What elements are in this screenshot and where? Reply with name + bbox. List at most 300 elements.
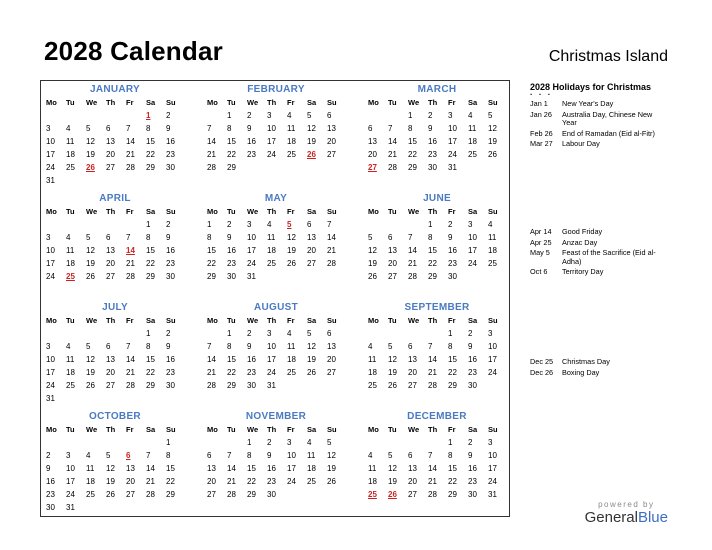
holiday-date: Jan 26 — [530, 109, 552, 119]
day-cell: 6 — [207, 451, 212, 460]
calendar-grid — [40, 80, 510, 517]
empty-cell — [125, 327, 145, 340]
holiday-name: Anzac Day — [562, 237, 598, 247]
day-cell: 20 — [408, 477, 417, 486]
holiday-day: 25 — [66, 272, 75, 281]
day-cell: 1 — [428, 220, 433, 229]
day-cell: 25 — [267, 259, 276, 268]
month-august — [206, 301, 346, 407]
day-cell: 23 — [428, 150, 437, 159]
weekday-header: Tu — [66, 98, 75, 107]
day-cell: 23 — [448, 259, 457, 268]
day-cell: 16 — [448, 246, 457, 255]
month-february — [206, 83, 346, 189]
day-cell: 27 — [307, 259, 316, 268]
day-cell: 2 — [267, 438, 272, 447]
day-cell: 3 — [267, 329, 272, 338]
weekday-header: Su — [166, 316, 176, 325]
weekday-header: We — [247, 207, 259, 216]
day-cell: 4 — [66, 342, 71, 351]
day-cell: 25 — [368, 381, 377, 390]
weekday-header: Mo — [46, 207, 57, 216]
day-cell: 7 — [327, 220, 332, 229]
day-cell: 28 — [428, 490, 437, 499]
day-cell: 27 — [327, 150, 336, 159]
day-cell: 21 — [408, 259, 417, 268]
day-cell: 10 — [488, 342, 497, 351]
day-cell: 8 — [247, 451, 252, 460]
day-cell: 21 — [388, 150, 397, 159]
day-cell: 26 — [327, 477, 336, 486]
day-cell: 29 — [408, 163, 417, 172]
day-cell: 12 — [287, 233, 296, 242]
day-cell: 31 — [247, 272, 256, 281]
day-cell: 19 — [368, 259, 377, 268]
weekday-header: Th — [267, 425, 277, 434]
day-cell: 12 — [307, 124, 316, 133]
day-cell: 4 — [488, 220, 493, 229]
weekday-header: Tu — [227, 425, 236, 434]
month-days-grid — [45, 205, 185, 283]
month-days-grid — [45, 423, 185, 514]
month-january — [45, 83, 185, 189]
footer-brand — [585, 500, 668, 526]
day-cell: 9 — [247, 124, 252, 133]
day-cell: 14 — [207, 355, 216, 364]
holiday-day: 1 — [146, 111, 151, 120]
day-cell: 4 — [368, 451, 373, 460]
day-cell: 31 — [46, 176, 55, 185]
weekday-header: Su — [166, 98, 176, 107]
day-cell: 17 — [448, 137, 457, 146]
empty-cell — [85, 327, 105, 340]
holiday-list-item — [530, 100, 660, 109]
weekday-header: Fr — [287, 425, 295, 434]
day-cell: 13 — [106, 137, 115, 146]
weekday-header: Mo — [46, 316, 57, 325]
day-cell: 29 — [207, 272, 216, 281]
empty-cell — [226, 436, 246, 449]
day-cell: 15 — [146, 137, 155, 146]
day-cell: 24 — [247, 259, 256, 268]
weekday-header: Sa — [468, 207, 478, 216]
weekday-header: Th — [428, 316, 438, 325]
day-cell: 12 — [106, 464, 115, 473]
holiday-date: Feb 26 — [530, 128, 553, 138]
weekday-header: Su — [166, 425, 176, 434]
day-cell: 11 — [287, 124, 296, 133]
day-cell: 28 — [207, 381, 216, 390]
day-cell: 28 — [227, 490, 236, 499]
weekday-header: Mo — [368, 316, 379, 325]
month-days-grid — [367, 96, 507, 174]
holiday-day: 26 — [307, 150, 316, 159]
day-cell: 22 — [166, 477, 175, 486]
month-name: SEPTEMBER — [404, 302, 470, 313]
day-cell: 22 — [207, 259, 216, 268]
day-cell: 12 — [368, 246, 377, 255]
day-cell: 6 — [307, 220, 312, 229]
day-cell: 1 — [247, 438, 252, 447]
day-cell: 21 — [227, 477, 236, 486]
day-cell: 7 — [428, 451, 433, 460]
day-cell: 16 — [468, 464, 477, 473]
day-cell: 7 — [146, 451, 151, 460]
day-cell: 28 — [126, 272, 135, 281]
weekday-header: Sa — [146, 207, 156, 216]
day-cell: 19 — [388, 477, 397, 486]
holiday-name: Boxing Day — [562, 367, 600, 377]
day-cell: 22 — [448, 368, 457, 377]
empty-cell — [367, 218, 387, 231]
day-cell: 28 — [388, 163, 397, 172]
weekday-header: Fr — [448, 207, 456, 216]
weekday-header: Tu — [227, 316, 236, 325]
day-cell: 14 — [207, 137, 216, 146]
day-cell: 11 — [66, 137, 75, 146]
day-cell: 20 — [106, 259, 115, 268]
empty-cell — [407, 218, 427, 231]
day-cell: 26 — [106, 490, 115, 499]
day-cell: 10 — [46, 137, 55, 146]
empty-cell — [206, 109, 226, 122]
day-cell: 15 — [448, 355, 457, 364]
empty-cell — [387, 327, 407, 340]
month-days-grid — [206, 96, 346, 174]
day-cell: 10 — [46, 246, 55, 255]
day-cell: 16 — [247, 355, 256, 364]
weekday-header: Su — [327, 98, 337, 107]
day-cell: 22 — [146, 368, 155, 377]
weekday-header: Th — [106, 425, 116, 434]
day-cell: 12 — [327, 451, 336, 460]
day-cell: 12 — [488, 124, 497, 133]
day-cell: 3 — [66, 451, 71, 460]
empty-cell — [145, 436, 165, 449]
day-cell: 4 — [368, 342, 373, 351]
weekday-header: Mo — [207, 207, 218, 216]
day-cell: 2 — [468, 329, 473, 338]
generalblue-logo[interactable] — [585, 509, 668, 526]
empty-cell — [105, 436, 125, 449]
day-cell: 29 — [146, 163, 155, 172]
day-cell: 19 — [86, 259, 95, 268]
day-cell: 20 — [106, 150, 115, 159]
day-cell: 25 — [66, 163, 75, 172]
weekday-header: Fr — [126, 316, 134, 325]
empty-cell — [206, 436, 226, 449]
day-cell: 17 — [46, 259, 55, 268]
weekday-header: Fr — [287, 316, 295, 325]
weekday-header: Fr — [448, 316, 456, 325]
day-cell: 20 — [327, 355, 336, 364]
day-cell: 7 — [408, 233, 413, 242]
title-overflow-dots: · · · — [530, 90, 553, 99]
weekday-header: Mo — [46, 425, 57, 434]
day-cell: 20 — [368, 150, 377, 159]
weekday-header: Fr — [287, 98, 295, 107]
weekday-header: Tu — [66, 425, 75, 434]
day-cell: 12 — [86, 137, 95, 146]
day-cell: 3 — [488, 329, 493, 338]
day-cell: 30 — [166, 381, 175, 390]
day-cell: 17 — [488, 355, 497, 364]
day-cell: 8 — [227, 124, 232, 133]
month-april — [45, 192, 185, 298]
day-cell: 21 — [126, 259, 135, 268]
day-cell: 11 — [307, 451, 316, 460]
day-cell: 18 — [287, 355, 296, 364]
day-cell: 3 — [448, 111, 453, 120]
brand-blue: Blue — [637, 509, 668, 526]
weekday-header: Su — [166, 207, 176, 216]
day-cell: 15 — [448, 464, 457, 473]
day-cell: 2 — [468, 438, 473, 447]
day-cell: 22 — [146, 259, 155, 268]
day-cell: 2 — [428, 111, 433, 120]
day-cell: 5 — [86, 342, 91, 351]
weekday-header: Su — [327, 425, 337, 434]
day-cell: 26 — [388, 381, 397, 390]
day-cell: 21 — [207, 368, 216, 377]
day-cell: 6 — [408, 451, 413, 460]
holiday-date: Dec 25 — [530, 357, 554, 366]
weekday-header: Th — [267, 316, 277, 325]
empty-cell — [105, 109, 125, 122]
day-cell: 4 — [267, 220, 272, 229]
day-cell: 13 — [307, 233, 316, 242]
weekday-header: We — [408, 207, 420, 216]
holiday-day: 26 — [86, 163, 95, 172]
day-cell: 7 — [126, 124, 131, 133]
weekday-header: Tu — [227, 98, 236, 107]
day-cell: 6 — [327, 111, 332, 120]
empty-cell — [85, 109, 105, 122]
day-cell: 25 — [287, 368, 296, 377]
day-cell: 13 — [408, 464, 417, 473]
day-cell: 23 — [166, 150, 175, 159]
day-cell: 29 — [146, 272, 155, 281]
day-cell: 17 — [267, 137, 276, 146]
day-cell: 22 — [428, 259, 437, 268]
day-cell: 17 — [468, 246, 477, 255]
day-cell: 18 — [287, 137, 296, 146]
empty-cell — [206, 327, 226, 340]
day-cell: 19 — [488, 137, 497, 146]
day-cell: 28 — [408, 272, 417, 281]
holiday-date: Dec 26 — [530, 367, 554, 377]
empty-cell — [85, 218, 105, 231]
weekday-header: Sa — [146, 425, 156, 434]
day-cell: 16 — [267, 464, 276, 473]
weekday-header: We — [86, 316, 98, 325]
day-cell: 3 — [46, 342, 51, 351]
day-cell: 22 — [227, 368, 236, 377]
empty-cell — [45, 109, 65, 122]
day-cell: 27 — [126, 490, 135, 499]
holiday-list-item — [530, 239, 660, 248]
day-cell: 25 — [488, 259, 497, 268]
day-cell: 5 — [106, 451, 111, 460]
holiday-day: 14 — [126, 246, 135, 255]
day-cell: 14 — [428, 464, 437, 473]
empty-cell — [427, 436, 447, 449]
day-cell: 14 — [327, 233, 336, 242]
month-name: APRIL — [99, 193, 131, 204]
day-cell: 13 — [368, 137, 377, 146]
weekday-header: Su — [488, 425, 498, 434]
weekday-header: We — [247, 425, 259, 434]
day-cell: 30 — [468, 381, 477, 390]
day-cell: 11 — [86, 464, 95, 473]
holiday-day: 26 — [388, 490, 397, 499]
weekday-header: Fr — [448, 425, 456, 434]
day-cell: 8 — [448, 342, 453, 351]
holiday-group-3 — [530, 358, 660, 379]
day-cell: 23 — [166, 368, 175, 377]
day-cell: 14 — [428, 355, 437, 364]
day-cell: 10 — [267, 124, 276, 133]
day-cell: 3 — [46, 124, 51, 133]
holidays-title-text: 2028 Holidays for Christmas — [530, 82, 652, 92]
day-cell: 5 — [86, 124, 91, 133]
day-cell: 8 — [227, 342, 232, 351]
day-cell: 8 — [146, 342, 151, 351]
holiday-list-item — [530, 130, 660, 139]
holiday-name: Australia Day, Chinese New Year — [562, 109, 653, 127]
weekday-header: Sa — [468, 98, 478, 107]
day-cell: 3 — [488, 438, 493, 447]
day-cell: 16 — [46, 477, 55, 486]
day-cell: 29 — [146, 381, 155, 390]
weekday-header: Th — [428, 207, 438, 216]
empty-cell — [427, 327, 447, 340]
day-cell: 6 — [327, 329, 332, 338]
empty-cell — [65, 436, 85, 449]
weekday-header: Tu — [66, 207, 75, 216]
day-cell: 4 — [66, 233, 71, 242]
day-cell: 16 — [166, 137, 175, 146]
day-cell: 20 — [388, 259, 397, 268]
day-cell: 20 — [126, 477, 135, 486]
empty-cell — [367, 436, 387, 449]
day-cell: 18 — [468, 137, 477, 146]
day-cell: 30 — [166, 163, 175, 172]
day-cell: 30 — [448, 272, 457, 281]
month-days-grid — [45, 314, 185, 405]
holiday-group-2 — [530, 228, 660, 279]
month-days-grid — [206, 205, 346, 283]
holiday-list-item — [530, 369, 660, 378]
holiday-name: Good Friday — [562, 227, 603, 236]
empty-cell — [105, 327, 125, 340]
weekday-header: Su — [327, 207, 337, 216]
day-cell: 4 — [287, 111, 292, 120]
weekday-header: Tu — [388, 425, 397, 434]
day-cell: 23 — [468, 477, 477, 486]
day-cell: 24 — [287, 477, 296, 486]
month-june — [367, 192, 507, 298]
month-name: AUGUST — [253, 302, 299, 313]
day-cell: 8 — [207, 233, 212, 242]
holiday-list-item — [530, 268, 660, 277]
month-days-grid — [367, 205, 507, 283]
day-cell: 23 — [247, 150, 256, 159]
day-cell: 31 — [46, 394, 55, 403]
day-cell: 12 — [86, 246, 95, 255]
day-cell: 2 — [166, 329, 171, 338]
day-cell: 8 — [166, 451, 171, 460]
brand-general: General — [584, 509, 638, 526]
day-cell: 29 — [448, 490, 457, 499]
day-cell: 6 — [368, 124, 373, 133]
day-cell: 7 — [126, 342, 131, 351]
empty-cell — [407, 327, 427, 340]
day-cell: 21 — [428, 477, 437, 486]
day-cell: 19 — [86, 150, 95, 159]
holiday-date: Apr 14 — [530, 227, 552, 236]
day-cell: 21 — [126, 368, 135, 377]
month-days-grid — [45, 96, 185, 187]
day-cell: 27 — [408, 490, 417, 499]
month-name: JANUARY — [89, 84, 141, 95]
holiday-day: 27 — [368, 163, 377, 172]
day-cell: 22 — [146, 150, 155, 159]
day-cell: 23 — [227, 259, 236, 268]
day-cell: 31 — [448, 163, 457, 172]
day-cell: 12 — [86, 355, 95, 364]
weekday-header: We — [408, 98, 420, 107]
day-cell: 3 — [46, 233, 51, 242]
day-cell: 5 — [488, 111, 493, 120]
weekday-header: Su — [488, 207, 498, 216]
day-cell: 21 — [126, 150, 135, 159]
day-cell: 1 — [448, 329, 453, 338]
day-cell: 1 — [146, 220, 151, 229]
day-cell: 25 — [86, 490, 95, 499]
weekday-header: Th — [428, 425, 438, 434]
month-name: FEBRUARY — [247, 84, 305, 95]
empty-cell — [387, 218, 407, 231]
day-cell: 8 — [428, 233, 433, 242]
day-cell: 15 — [227, 137, 236, 146]
day-cell: 27 — [408, 381, 417, 390]
weekday-header: Mo — [368, 207, 379, 216]
day-cell: 28 — [207, 163, 216, 172]
day-cell: 9 — [166, 124, 171, 133]
weekday-header: We — [86, 425, 98, 434]
day-cell: 7 — [126, 233, 131, 242]
empty-cell — [387, 109, 407, 122]
weekday-header: We — [408, 316, 420, 325]
day-cell: 27 — [327, 368, 336, 377]
day-cell: 17 — [488, 464, 497, 473]
holiday-name: Feast of the Sacrifice (Eid al-Adha) — [562, 248, 656, 266]
empty-cell — [65, 327, 85, 340]
month-name: MARCH — [417, 84, 457, 95]
day-cell: 23 — [166, 259, 175, 268]
day-cell: 23 — [46, 490, 55, 499]
day-cell: 10 — [247, 233, 256, 242]
day-cell: 2 — [247, 329, 252, 338]
day-cell: 19 — [86, 368, 95, 377]
holiday-date: Apr 25 — [530, 237, 552, 247]
holiday-name: Christmas Day — [562, 357, 610, 366]
empty-cell — [125, 109, 145, 122]
day-cell: 13 — [106, 246, 115, 255]
day-cell: 12 — [388, 355, 397, 364]
holiday-list-item — [530, 140, 660, 149]
